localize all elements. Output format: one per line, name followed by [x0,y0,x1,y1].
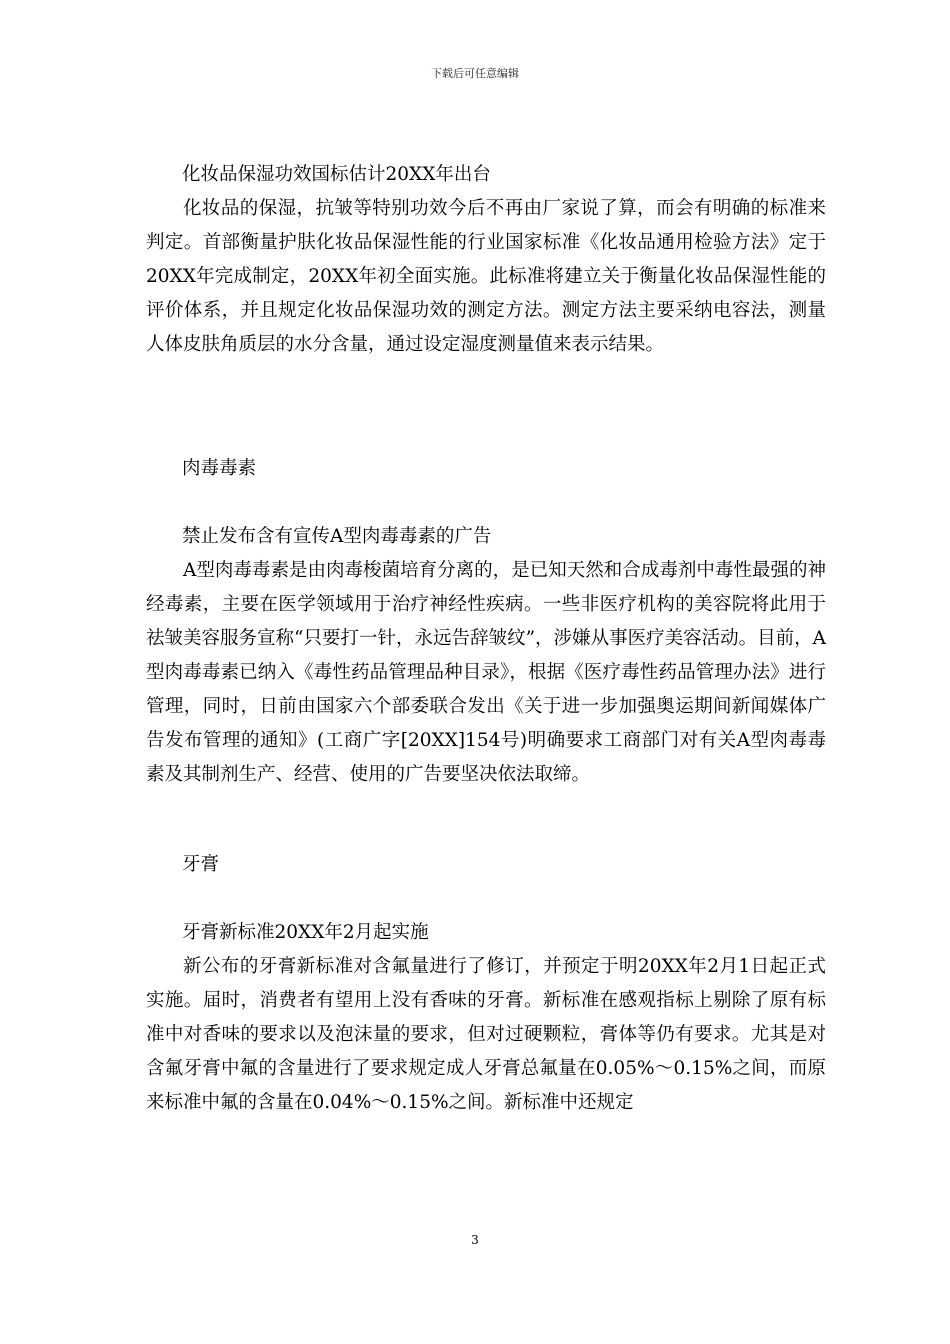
section-heading: 牙膏新标准20XX年2月起实施 [182,922,429,943]
section-paragraph: A型肉毒毒素是由肉毒梭菌培育分离的，是已知天然和合成毒剂中毒性最强的神经毒素，主要在医学领域用于治疗神经性疾病。一些非医疗机构的美容院将此用于祛皱美容服务宣称“只要打一针，永远告辞皱纹”，涉嫌从事医疗美容活动。目前，A型肉毒毒素已纳入《毒性药品管理品种目录》，根据《医疗毒性药品管理办法》进行管理，同时，日前由国家六个部委联合发出《关于进一步加强奥运期间新闻媒体广告发布管理的通知》(工商广字[20XX]154号)明确要求工商部门对有关A型肉毒毒素及其制剂生产、经营、使用的广告要坚决依法取缔。 [146,560,826,785]
section-paragraph: 新公布的牙膏新标准对含氟量进行了修订，并预定于明20XX年2月1日起正式实施。届时，消费者有望用上没有香味的牙膏。新标准在感观指标上剔除了原有标准中对香味的要求以及泡沫量的要求，但对过硬颗粒，膏体等仍有要求。尤其是对含氟牙膏中氟的含量进行了要求规定成人牙膏总氟量在0.05%～0.15%之间，而原来标准中氟的含量在0.04%～0.15%之间。新标准中还规定 [146,956,826,1113]
page-header [0,66,950,82]
header-note: 下载后可任意编辑 [431,67,519,80]
section-botulinum-toxin [146,452,826,792]
page-number: 3 [471,1233,479,1247]
section-cosmetics-moisturizing [146,158,826,362]
spacer [146,792,826,848]
spacer [146,882,826,916]
section-heading: 禁止发布含有宣传A型肉毒毒素的广告 [182,526,492,547]
section-toothpaste [146,848,826,1120]
section-heading: 化妆品保湿功效国标估计20XX年出台 [182,164,491,185]
topic-title: 肉毒毒素 [182,458,257,479]
topic-title: 牙膏 [182,854,220,875]
page-footer [0,1232,950,1248]
spacer [146,486,826,520]
spacer [146,362,826,452]
section-paragraph: 化妆品的保湿，抗皱等特别功效今后不再由厂家说了算，而会有明确的标准来判定。首部衡量护肤化妆品保湿性能的行业国家标准《化妆品通用检验方法》定于20XX年完成制定，20XX年初全面实施。此标准将建立关于衡量化妆品保湿性能的评价体系，并且规定化妆品保湿功效的测定方法。测定方法主要采纳电容法，测量人体皮肤角质层的水分含量，通过设定湿度测量值来表示结果。 [146,198,826,355]
document-body [146,158,826,1120]
